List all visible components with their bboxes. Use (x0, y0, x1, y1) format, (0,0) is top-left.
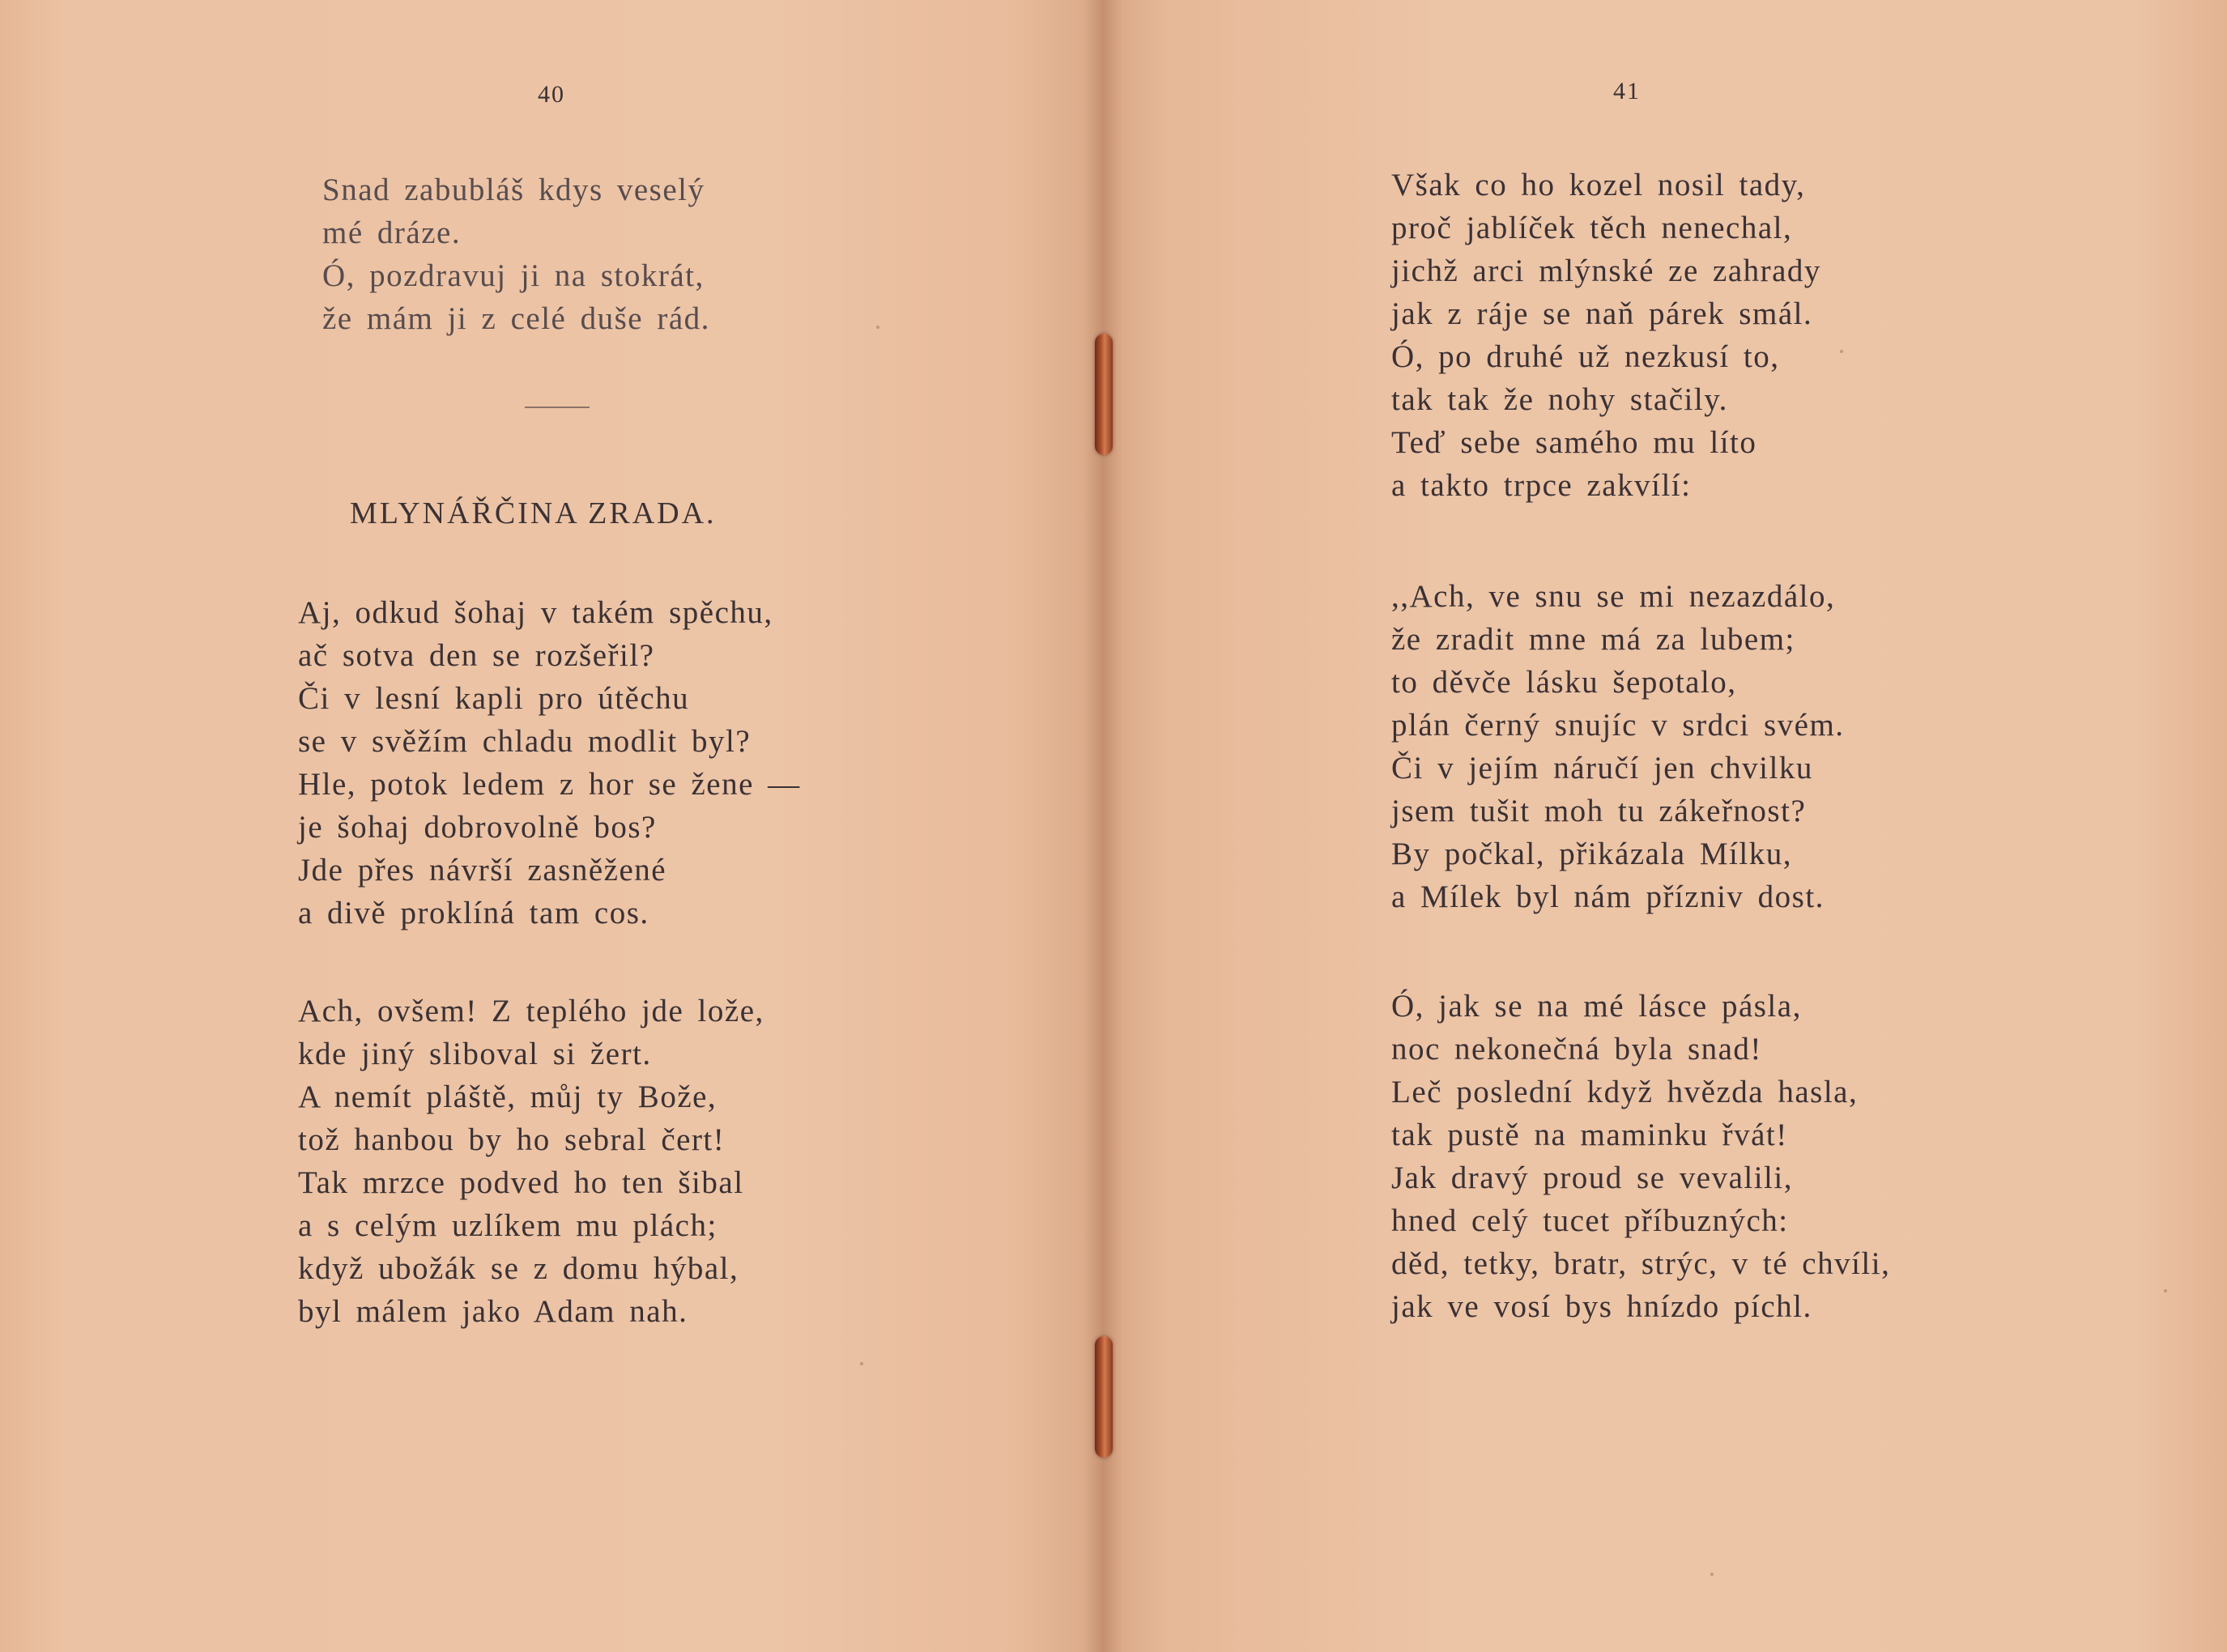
verse-line: kde jiný sliboval si žert. (298, 1037, 652, 1071)
verse-line: děd, tetky, bratr, strýc, v té chvíli, (1391, 1246, 1891, 1281)
verse-line: je šohaj dobrovolně bos? (298, 810, 657, 845)
verse-line: jichž arci mlýnské ze zahrady (1391, 253, 1821, 288)
verse-line: Jak dravý proud se vevalili, (1391, 1160, 1793, 1195)
verse-line: jak z ráje se naň párek smál. (1391, 296, 1813, 331)
verse-line: Leč poslední když hvězda hasla, (1391, 1075, 1859, 1109)
verse-line: Ó, pozdravuj ji na stokrát, (322, 258, 705, 293)
verse-line: se v svěžím chladu modlit byl? (298, 724, 752, 759)
verse-line: plán černý snujíc v srdci svém. (1391, 708, 1845, 743)
left-page (0, 0, 1103, 1652)
verse-line: Ó, jak se na mé lásce pásla, (1391, 989, 1802, 1024)
page-number-left: 40 (538, 81, 565, 108)
verse-line: to děvče lásku šepotalo, (1391, 665, 1737, 700)
verse-line: tak pustě na maminku řvát! (1391, 1118, 1788, 1152)
left-stanza-1 (322, 168, 710, 340)
verse-line: Aj, odkud šohaj v takém spěchu, (298, 595, 773, 630)
verse-line: Ach, ovšem! Z teplého jde lože, (298, 994, 764, 1028)
page-number-right: 41 (1613, 78, 1641, 104)
binding-thread-top (1095, 334, 1113, 455)
verse-line: By počkal, přikázala Mílku, (1391, 837, 1792, 871)
verse-line: A nemít pláště, můj ty Bože, (298, 1079, 717, 1114)
right-stanza-1 (1391, 164, 1821, 507)
verse-line: že zradit mne má za lubem; (1391, 622, 1795, 657)
verse-line: tak tak že nohy stačily. (1391, 382, 1728, 417)
paper-speck (1840, 350, 1843, 353)
verse-line: ,,Ach, ve snu se mi nezazdálo, (1391, 579, 1836, 614)
paper-speck (2164, 1289, 2167, 1292)
verse-line: když ubožák se z domu hýbal, (298, 1251, 739, 1286)
paper-speck (876, 326, 879, 329)
right-stanza-2 (1391, 575, 1845, 918)
verse-line: noc nekonečná byla snad! (1391, 1032, 1762, 1067)
verse-line: a divě proklíná tam cos. (298, 896, 649, 930)
section-divider (525, 407, 590, 408)
verse-line: Či v jejím náručí jen chvilku (1391, 751, 1813, 786)
verse-line: Ó, po druhé už nezkusí to, (1391, 339, 1780, 374)
verse-line: a Mílek byl nám přízniv dost. (1391, 879, 1825, 914)
paper-speck (1710, 1573, 1714, 1576)
verse-line: hned celý tucet příbuzných: (1391, 1203, 1789, 1238)
verse-line: proč jablíček těch nenechal, (1391, 211, 1793, 245)
verse-line: byl málem jako Adam nah. (298, 1294, 688, 1329)
binding-thread-bottom (1095, 1336, 1113, 1458)
verse-line: ač sotva den se rozšeřil? (298, 638, 655, 673)
verse-line: Jde přes návrší zasněžené (298, 853, 667, 888)
verse-line: mé dráze. (322, 215, 462, 250)
verse-line: tož hanbou by ho sebral čert! (298, 1122, 726, 1157)
verse-line: a takto trpce zakvílí: (1391, 468, 1692, 503)
verse-line: že mám ji z celé duše rád. (322, 301, 710, 336)
poem-title: MLYNÁŘČINA ZRADA. (350, 496, 717, 530)
verse-line: Tak mrzce podved ho ten šibal (298, 1165, 744, 1200)
verse-line: Však co ho kozel nosil tady, (1391, 168, 1806, 202)
verse-line: jak ve vosí bys hnízdo píchl. (1391, 1289, 1812, 1324)
verse-line: Teď sebe samého mu líto (1391, 425, 1757, 460)
left-stanza-3 (298, 990, 764, 1333)
right-stanza-3 (1391, 985, 1890, 1328)
paper-speck (860, 1362, 863, 1365)
verse-line: Či v lesní kapli pro útěchu (298, 681, 690, 716)
verse-line: Snad zabubláš kdys veselý (322, 172, 705, 207)
left-stanza-2 (298, 591, 801, 935)
verse-line: a s celým uzlíkem mu plách; (298, 1208, 717, 1243)
verse-line: Hle, potok ledem z hor se žene — (298, 767, 801, 802)
verse-line: jsem tušit moh tu zákeřnost? (1391, 794, 1807, 828)
